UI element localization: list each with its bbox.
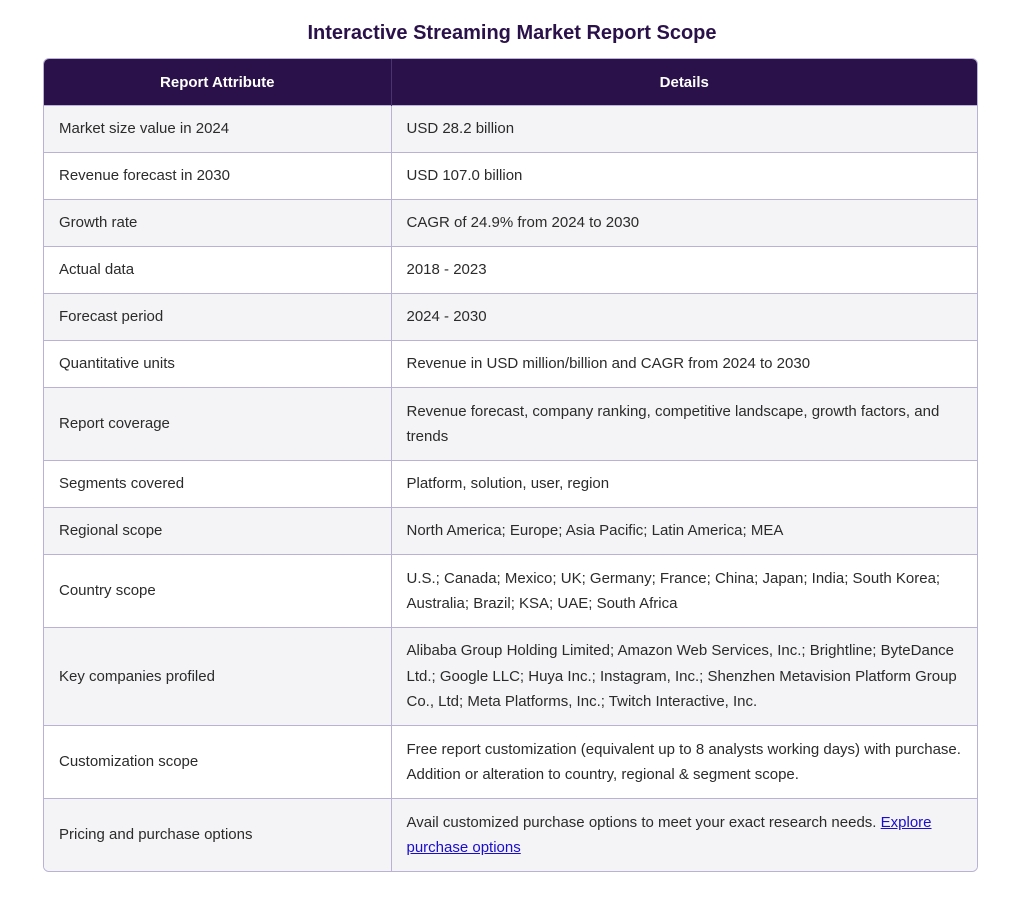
details-cell: North America; Europe; Asia Pacific; Latin America; MEA xyxy=(391,508,977,555)
table-header-row xyxy=(44,59,977,106)
details-cell: USD 28.2 billion xyxy=(391,106,977,153)
details-cell: 2018 - 2023 xyxy=(391,247,977,294)
table-row xyxy=(44,628,977,726)
attribute-cell: Pricing and purchase options xyxy=(44,799,391,872)
attribute-cell: Segments covered xyxy=(44,461,391,508)
details-cell: CAGR of 24.9% from 2024 to 2030 xyxy=(391,200,977,247)
pricing-details-text: Avail customized purchase options to meet your exact research needs. xyxy=(406,813,877,831)
attribute-cell: Quantitative units xyxy=(44,341,391,388)
table-row xyxy=(44,200,977,247)
table-row xyxy=(44,461,977,508)
table-row xyxy=(44,555,977,628)
table-row xyxy=(44,388,977,461)
attribute-cell: Key companies profiled xyxy=(44,628,391,726)
attribute-cell: Market size value in 2024 xyxy=(44,106,391,153)
details-cell: Platform, solution, user, region xyxy=(391,461,977,508)
header-details: Details xyxy=(391,59,977,106)
attribute-cell: Actual data xyxy=(44,247,391,294)
page-title: Interactive Streaming Market Report Scope xyxy=(307,22,717,44)
explore-purchase-options-link[interactable]: Explore purchase options xyxy=(406,813,932,856)
details-cell: Free report customization (equivalent up to 8 analysts working days) with purchase. Addition or alteration to country, regional & segment scope. xyxy=(391,726,977,799)
table-row xyxy=(44,247,977,294)
attribute-cell: Growth rate xyxy=(44,200,391,247)
details-cell: Revenue in USD million/billion and CAGR from 2024 to 2030 xyxy=(391,341,977,388)
table-row xyxy=(44,106,977,153)
table-row xyxy=(44,799,977,872)
report-scope-table xyxy=(43,58,978,872)
details-cell: 2024 - 2030 xyxy=(391,294,977,341)
table-row xyxy=(44,294,977,341)
details-cell-pricing xyxy=(391,799,977,872)
attribute-cell: Revenue forecast in 2030 xyxy=(44,153,391,200)
table-row xyxy=(44,341,977,388)
attribute-cell: Report coverage xyxy=(44,388,391,461)
details-cell: USD 107.0 billion xyxy=(391,153,977,200)
table-row xyxy=(44,726,977,799)
table-row xyxy=(44,153,977,200)
scope-table xyxy=(44,59,977,871)
details-cell: Revenue forecast, company ranking, competitive landscape, growth factors, and trends xyxy=(391,388,977,461)
attribute-cell: Customization scope xyxy=(44,726,391,799)
attribute-cell: Country scope xyxy=(44,555,391,628)
details-cell: U.S.; Canada; Mexico; UK; Germany; France; China; Japan; India; South Korea; Australia; Brazil; KSA; UAE; South Africa xyxy=(391,555,977,628)
details-cell: Alibaba Group Holding Limited; Amazon Web Services, Inc.; Brightline; ByteDance Ltd.; Google LLC; Huya Inc.; Instagram, Inc.; Shenzhen Metavision Platform Group Co., Ltd; Meta Platforms, Inc.; Twitch Interactive, Inc. xyxy=(391,628,977,726)
attribute-cell: Regional scope xyxy=(44,508,391,555)
header-report-attribute: Report Attribute xyxy=(44,59,391,106)
attribute-cell: Forecast period xyxy=(44,294,391,341)
table-row xyxy=(44,508,977,555)
